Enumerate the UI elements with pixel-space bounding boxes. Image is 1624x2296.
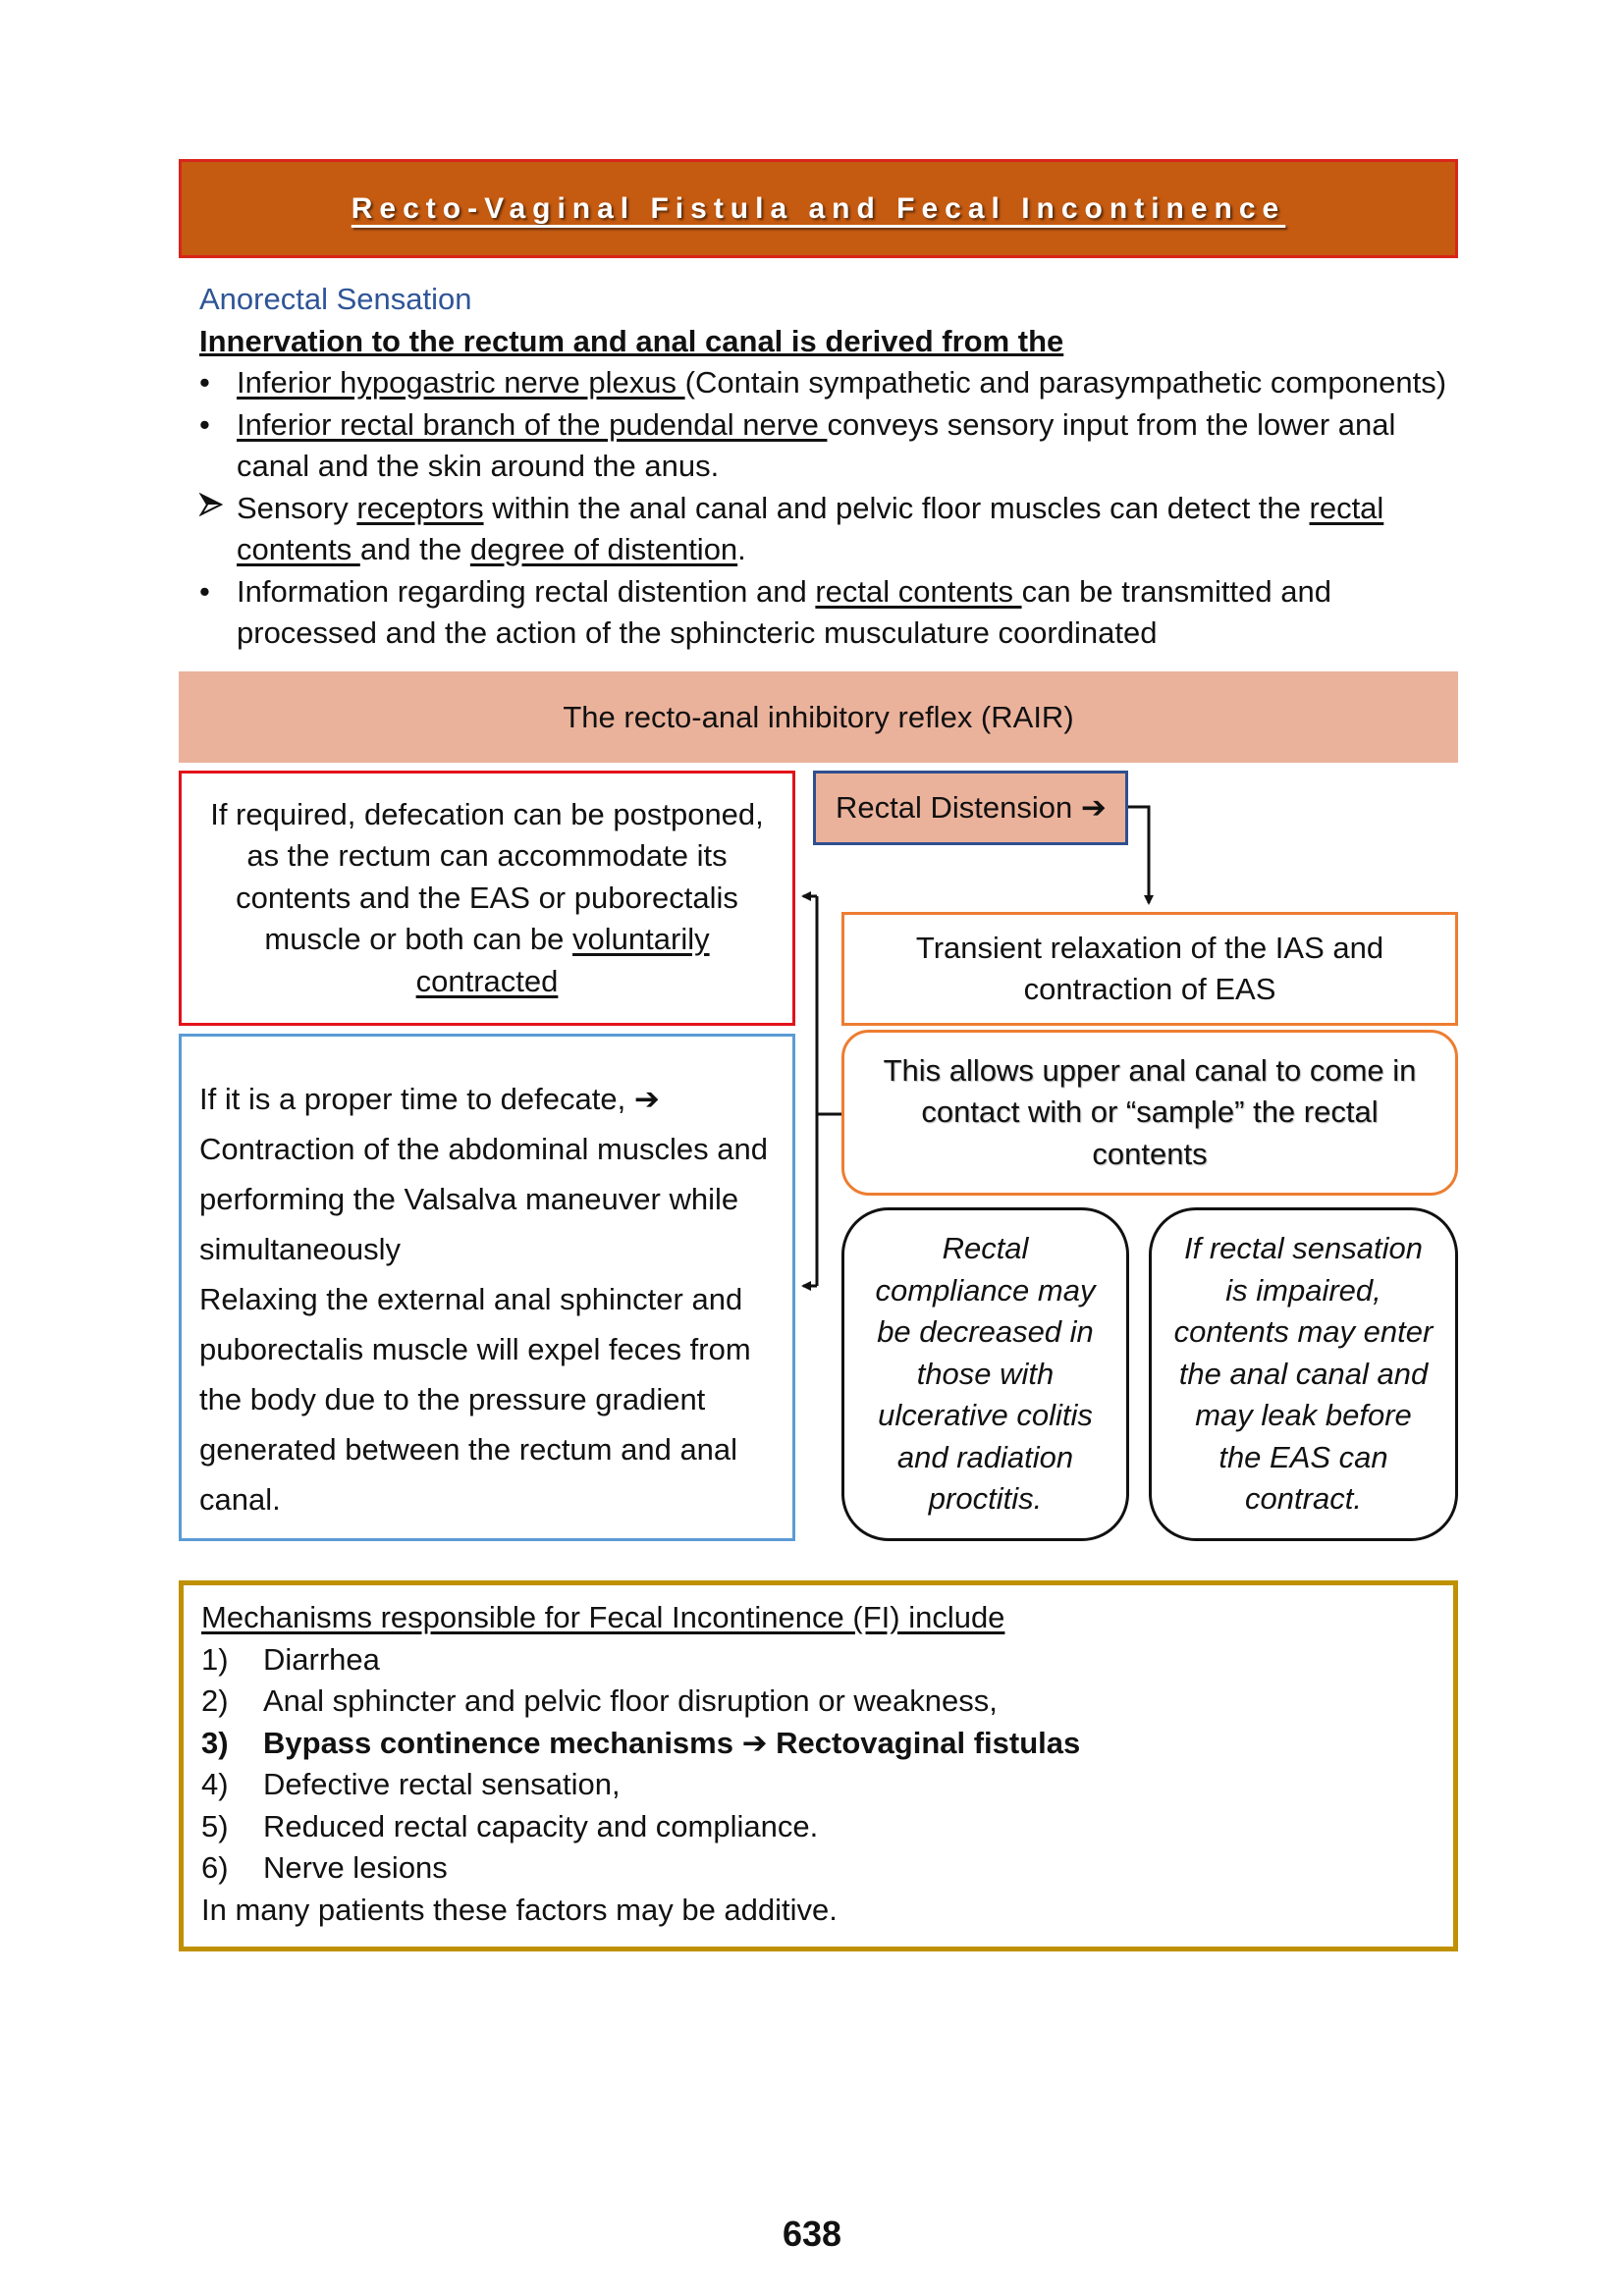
anorectal-sensation-section: [199, 279, 1466, 655]
arrowhead-bullet-icon: [199, 488, 229, 530]
defecate-step-relax: Relaxing the external anal sphincter and puborectalis muscle will expel feces from the body due to the pressure gradient generated between the rectum and anal canal.: [199, 1282, 751, 1517]
sampling-box: [841, 1030, 1458, 1196]
mechanisms-heading: Mechanisms responsible for Fecal Incontinence (FI) include: [201, 1600, 1005, 1634]
underlined-term: receptors: [356, 490, 484, 525]
list-item: [199, 404, 1466, 488]
list-item: 4) Defective rectal sensation,: [201, 1767, 621, 1801]
rectal-compliance-text: Rectal compliance may be decreased in those with ulcerative colitis and radiation proctitis.: [875, 1231, 1096, 1517]
defecation-process-box: [179, 1034, 795, 1541]
underlined-term: rectal contents: [815, 573, 1022, 609]
underlined-term: voluntarily contracted: [415, 922, 710, 998]
item-text: (Contain sympathetic and parasympathetic components): [684, 365, 1447, 400]
item-text: conveys sensory input from the lower anal canal and the skin around the anus.: [237, 406, 1396, 483]
title-banner: [179, 159, 1458, 258]
list-item: 6) Nerve lesions: [201, 1850, 448, 1885]
right-arrow-icon: ➔: [1080, 790, 1107, 825]
rectal-compliance-box: [841, 1207, 1129, 1541]
rair-heading: The recto-anal inhibitory reflex (RAIR): [563, 699, 1074, 734]
list-item: 2) Anal sphincter and pelvic floor disruption or weakness,: [201, 1683, 998, 1718]
impaired-sensation-box: [1149, 1207, 1458, 1541]
underlined-term: rectal contents: [237, 490, 1384, 566]
bullet-icon: •: [199, 365, 210, 400]
list-item: 5) Reduced rectal capacity and compliance.: [201, 1808, 819, 1843]
underlined-term: Inferior rectal branch of the pudendal nerve: [237, 406, 828, 442]
rectal-distension-label: Rectal Distension: [836, 790, 1073, 825]
rectal-distension-box: [813, 771, 1128, 845]
fi-mechanisms-box: [179, 1580, 1458, 1951]
bullet-icon: •: [199, 573, 210, 609]
right-arrow-icon: ➔: [633, 1082, 660, 1116]
rair-heading-bar: [179, 671, 1458, 763]
list-item: 3) Bypass continence mechanisms ➔ Rectovaginal fistulas: [201, 1725, 1081, 1760]
innervation-list: [199, 362, 1466, 655]
defecate-intro: If it is a proper time to defecate,: [199, 1082, 626, 1116]
bullet-icon: •: [199, 406, 210, 442]
mechanisms-footer: In many patients these factors may be additive.: [201, 1892, 838, 1927]
underlined-term: Inferior hypogastric nerve plexus: [237, 365, 685, 400]
defecate-step-abdominal: Contraction of the abdominal muscles and performing the Valsalva maneuver while simultaneously: [199, 1132, 768, 1266]
postpone-defecation-box: [179, 771, 795, 1026]
list-item: 1) Diarrhea: [201, 1641, 380, 1677]
page-title: Recto-Vaginal Fistula and Fecal Incontinence: [351, 191, 1286, 225]
list-item: • Information regarding rectal distention and rectal contents can be transmitted and processed and the action of the sphincteric musculature coordinated: [199, 571, 1466, 655]
underlined-term: degree of distention: [469, 532, 738, 566]
sampling-text: This allows upper anal canal to come in contact with or “sample” the rectal contents: [883, 1052, 1417, 1171]
mechanisms-list: [201, 1639, 1435, 1890]
impaired-sensation-text: If rectal sensation is impaired, contents may enter the anal canal and may leak before the EAS can contract.: [1173, 1231, 1434, 1517]
postpone-text: If required, defecation can be postponed, as the rectum can accommodate its contents and the EAS or puborectalis muscle or both can be: [210, 796, 764, 957]
innervation-heading: Innervation to the rectum and anal canal is derived from the: [199, 323, 1064, 358]
transient-relaxation-box: [841, 912, 1458, 1026]
page-number: 638: [782, 2214, 842, 2254]
section-subtitle: Anorectal Sensation: [199, 282, 472, 316]
transient-relaxation-text: Transient relaxation of the IAS and contraction of EAS: [915, 930, 1384, 1006]
list-item: Sensory receptors within the anal canal and pelvic floor muscles can detect the rectal contents and the degree of distention.: [199, 488, 1466, 571]
list-item: [199, 362, 1466, 404]
